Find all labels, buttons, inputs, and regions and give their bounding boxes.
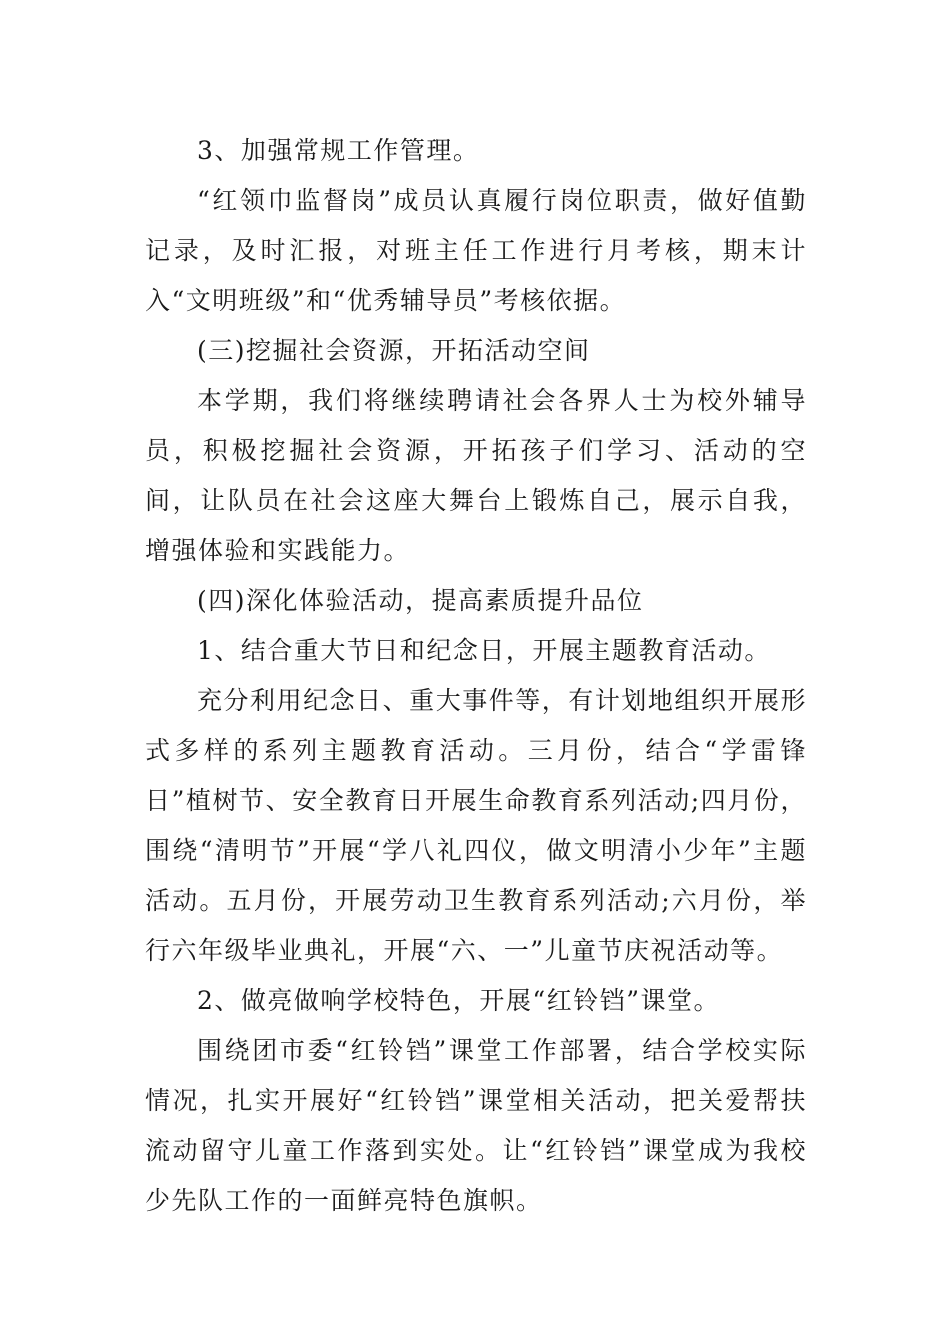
paragraph-social-resources: 本学期，我们将继续聘请社会各界人士为校外辅导员，积极挖掘社会资源，开拓孩子们学习、活动的空间，让队员在社会这座大舞台上锻炼自己，展示自我，增强体验和实践能力。 [145, 386, 807, 565]
paragraph-section-three-heading: (三)挖掘社会资源，开拓活动空间 [197, 336, 591, 365]
paragraph-red-bell-classroom: 围绕团市委“红铃铛”课堂工作部署，结合学校实际情况，扎实开展好“红铃铛”课堂相关活动，把关爱帮扶流动留守儿童工作落到实处。让“红铃铛”课堂成为我校少先队工作的一面鲜亮特色旗帜。 [145, 1036, 807, 1215]
paragraph-section-four-heading: (四)深化体验活动，提高素质提升品位 [197, 586, 644, 615]
paragraph-heading-routine-management: 3、加强常规工作管理。 [197, 136, 480, 165]
paragraph-theme-education: 充分利用纪念日、重大事件等，有计划地组织开展形式多样的系列主题教育活动。三月份，结合“学雷锋日”植树节、安全教育日开展生命教育系列活动;四月份，围绕“清明节”开展“学八礼四仪，做文明清小少年”主题活动。五月份，开展劳动卫生教育系列活动;六月份，举行六年级毕业典礼，开展“六、一”儿童节庆祝活动等。 [145, 686, 807, 965]
paragraph-supervision-post: “红领巾监督岗”成员认真履行岗位职责，做好值勤记录，及时汇报，对班主任工作进行月考核，期末计入“文明班级”和“优秀辅导员”考核依据。 [145, 186, 807, 315]
paragraph-heading-festival-activities: 1、结合重大节日和纪念日，开展主题教育活动。 [197, 636, 771, 665]
document-body [145, 126, 807, 1226]
paragraph-heading-school-feature: 2、做亮做响学校特色，开展“红铃铛”课堂。 [197, 986, 720, 1015]
